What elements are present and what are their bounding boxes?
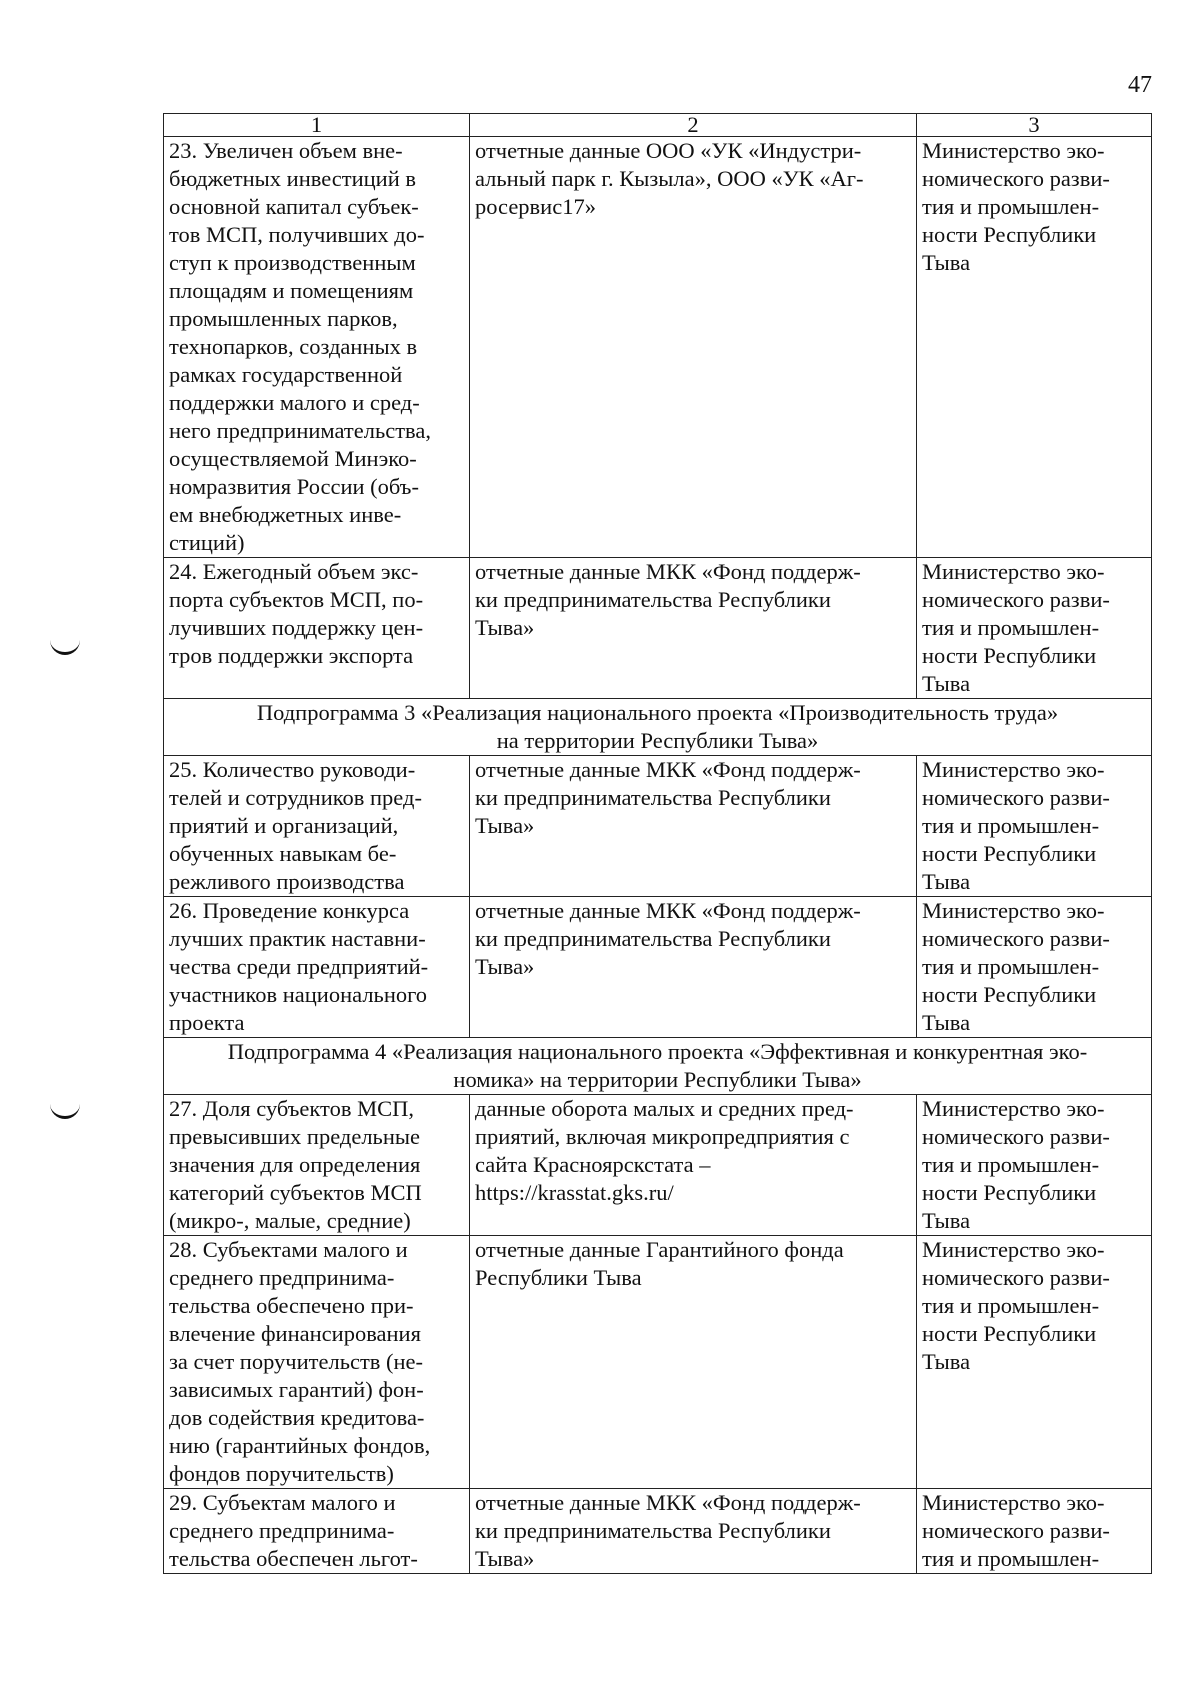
cell-text-line: Тыва: [922, 1010, 971, 1035]
cell-text-line: тия и промышлен-: [922, 1546, 1100, 1571]
cell-text-line: номического разви-: [922, 926, 1110, 951]
cell-text-line: нию (гарантийных фондов,: [169, 1433, 431, 1458]
cell-text-line: номического разви-: [922, 785, 1110, 810]
cell-text-line: (микро-, малые, средние): [169, 1208, 411, 1233]
cell-text-line: данные оборота малых и средних пред-: [475, 1096, 854, 1121]
data-source-cell: [470, 1489, 917, 1574]
cell-text-line: Министерство эко-: [922, 559, 1105, 584]
cell-text-line: ем внебюджетных инве-: [169, 502, 402, 527]
cell-text-line: проекта: [169, 1010, 245, 1035]
cell-text-line: 25. Количество руководи-: [169, 757, 416, 782]
subprogram-heading-line: на территории Республики Тыва»: [496, 728, 819, 753]
cell-text-line: отчетные данные МКК «Фонд поддерж-: [475, 559, 861, 584]
table-row: [164, 558, 1152, 699]
cell-text-line: Министерство эко-: [922, 757, 1105, 782]
data-source-cell: [470, 1236, 917, 1489]
cell-text-line: приятий, включая микропредприятия с: [475, 1124, 850, 1149]
cell-text-line: тов МСП, получивших до-: [169, 222, 425, 247]
cell-text-line: отчетные данные МКК «Фонд поддерж-: [475, 898, 861, 923]
cell-text-line: ки предпринимательства Республики: [475, 587, 831, 612]
indicator-cell: [164, 1095, 470, 1236]
subprogram-heading-line: номика» на территории Республики Тыва»: [453, 1067, 862, 1092]
cell-text-line: отчетные данные МКК «Фонд поддерж-: [475, 1490, 861, 1515]
responsible-cell: [917, 756, 1152, 897]
subprogram-heading-line: Подпрограмма 3 «Реализация национального проекта «Производительность труда»: [256, 700, 1059, 725]
cell-text-line: поддержки малого и сред-: [169, 390, 420, 415]
cell-text-line: дов содействия кредитова-: [169, 1405, 425, 1430]
cell-text-line: Республики Тыва: [475, 1265, 642, 1290]
cell-text-line: значения для определения: [169, 1152, 421, 1177]
cell-text-line: 24. Ежегодный объем экс-: [169, 559, 419, 584]
cell-text-line: стиций): [169, 530, 245, 555]
cell-text-line: номического разви-: [922, 1265, 1110, 1290]
cell-text-line: бюджетных инвестиций в: [169, 166, 417, 191]
cell-text-line: сайта Красноярскстата –: [475, 1152, 711, 1177]
cell-text-line: отчетные данные ООО «УК «Индустри-: [475, 138, 862, 163]
cell-text-line: 28. Субъектами малого и: [169, 1237, 408, 1262]
data-source-cell: [470, 558, 917, 699]
cell-text-line: среднего предпринима-: [169, 1518, 395, 1543]
table-row: [164, 1236, 1152, 1489]
cell-text-line: номического разви-: [922, 166, 1110, 191]
cell-text-line: ности Республики: [922, 841, 1097, 866]
cell-text-line: Министерство эко-: [922, 1096, 1105, 1121]
cell-text-line: тия и промышлен-: [922, 615, 1100, 640]
subprogram-heading-line: Подпрограмма 4 «Реализация национального проекта «Эффективная и конкурентная эко-: [227, 1039, 1088, 1064]
binding-mark: [50, 640, 80, 655]
cell-text-line: Министерство эко-: [922, 1237, 1105, 1262]
cell-text-line: ности Республики: [922, 1180, 1097, 1205]
cell-text-line: промышленных парков,: [169, 306, 398, 331]
cell-text-line: отчетные данные МКК «Фонд поддерж-: [475, 757, 861, 782]
cell-text-line: ности Республики: [922, 643, 1097, 668]
cell-text-line: ности Республики: [922, 1321, 1097, 1346]
cell-text-line: тельства обеспечено при-: [169, 1293, 414, 1318]
column-header-row: [164, 114, 1152, 137]
cell-text-line: категорий субъектов МСП: [169, 1180, 422, 1205]
cell-text-line: Министерство эко-: [922, 138, 1105, 163]
subprogram-heading: [164, 1038, 1152, 1095]
column-header: 2: [470, 114, 917, 137]
cell-text-line: 27. Доля субъектов МСП,: [169, 1096, 414, 1121]
table-row: [164, 897, 1152, 1038]
cell-text-line: ки предпринимательства Республики: [475, 1518, 831, 1543]
indicator-cell: [164, 897, 470, 1038]
cell-text-line: режливого производства: [169, 869, 405, 894]
cell-text-line: Министерство эко-: [922, 898, 1105, 923]
cell-text-line: технопарков, созданных в: [169, 334, 418, 359]
responsible-cell: [917, 897, 1152, 1038]
indicator-cell: [164, 756, 470, 897]
subprogram-heading-row: [164, 699, 1152, 756]
table-row: [164, 1095, 1152, 1236]
cell-text-line: ки предпринимательства Республики: [475, 785, 831, 810]
cell-text-line: росервис17»: [475, 194, 596, 219]
responsible-cell: [917, 1489, 1152, 1574]
indicator-cell: [164, 1489, 470, 1574]
cell-text-line: https://krasstat.gks.ru/: [475, 1180, 674, 1205]
cell-text-line: рамках государственной: [169, 362, 403, 387]
subprogram-heading: [164, 699, 1152, 756]
cell-text-line: фондов поручительств): [169, 1461, 394, 1486]
subprogram-heading-row: [164, 1038, 1152, 1095]
cell-text-line: ности Республики: [922, 982, 1097, 1007]
cell-text-line: превысивших предельные: [169, 1124, 420, 1149]
cell-text-line: Тыва: [922, 869, 971, 894]
column-header: 3: [917, 114, 1152, 137]
cell-text-line: телей и сотрудников пред-: [169, 785, 422, 810]
cell-text-line: Тыва»: [475, 615, 535, 640]
cell-text-line: Тыва: [922, 671, 971, 696]
cell-text-line: участников национального: [169, 982, 428, 1007]
cell-text-line: номического разви-: [922, 1124, 1110, 1149]
cell-text-line: тия и промышлен-: [922, 1152, 1100, 1177]
cell-text-line: 29. Субъектам малого и: [169, 1490, 396, 1515]
cell-text-line: площадям и помещениям: [169, 278, 414, 303]
binding-mark: [50, 1104, 80, 1119]
cell-text-line: ности Республики: [922, 222, 1097, 247]
responsible-cell: [917, 1236, 1152, 1489]
table-row: [164, 137, 1152, 558]
responsible-cell: [917, 558, 1152, 699]
cell-text-line: 23. Увеличен объем вне-: [169, 138, 403, 163]
cell-text-line: чества среди предприятий-: [169, 954, 429, 979]
data-source-cell: [470, 756, 917, 897]
responsible-cell: [917, 137, 1152, 558]
table-row: [164, 1489, 1152, 1574]
cell-text-line: тров поддержки экспорта: [169, 643, 414, 668]
indicators-table: [163, 113, 1152, 1574]
cell-text-line: Министерство эко-: [922, 1490, 1105, 1515]
data-source-cell: [470, 137, 917, 558]
data-source-cell: [470, 897, 917, 1038]
cell-text-line: тия и промышлен-: [922, 954, 1100, 979]
cell-text-line: номразвития России (объ-: [169, 474, 419, 499]
cell-text-line: Тыва»: [475, 954, 535, 979]
cell-text-line: зависимых гарантий) фон-: [169, 1377, 424, 1402]
cell-text-line: 26. Проведение конкурса: [169, 898, 410, 923]
cell-text-line: осуществляемой Минэко-: [169, 446, 417, 471]
cell-text-line: влечение финансирования: [169, 1321, 421, 1346]
cell-text-line: альный парк г. Кызыла», ООО «УК «Аг-: [475, 166, 864, 191]
cell-text-line: номического разви-: [922, 587, 1110, 612]
cell-text-line: тия и промышлен-: [922, 194, 1100, 219]
cell-text-line: Тыва: [922, 250, 971, 275]
cell-text-line: обученных навыкам бе-: [169, 841, 397, 866]
data-source-cell: [470, 1095, 917, 1236]
cell-text-line: ки предпринимательства Республики: [475, 926, 831, 951]
cell-text-line: тия и промышлен-: [922, 813, 1100, 838]
cell-text-line: Тыва: [922, 1349, 971, 1374]
column-header: 1: [164, 114, 470, 137]
cell-text-line: Тыва: [922, 1208, 971, 1233]
cell-text-line: отчетные данные Гарантийного фонда: [475, 1237, 844, 1262]
cell-text-line: основной капитал субъек-: [169, 194, 419, 219]
cell-text-line: номического разви-: [922, 1518, 1110, 1543]
cell-text-line: среднего предпринима-: [169, 1265, 395, 1290]
indicator-cell: [164, 1236, 470, 1489]
cell-text-line: за счет поручительств (не-: [169, 1349, 424, 1374]
cell-text-line: лучивших поддержку цен-: [169, 615, 424, 640]
cell-text-line: порта субъектов МСП, по-: [169, 587, 424, 612]
cell-text-line: него предпринимательства,: [169, 418, 431, 443]
cell-text-line: приятий и организаций,: [169, 813, 399, 838]
cell-text-line: тельства обеспечен льгот-: [169, 1546, 418, 1571]
page-number: 47: [1128, 72, 1152, 98]
cell-text-line: Тыва»: [475, 1546, 535, 1571]
indicator-cell: [164, 558, 470, 699]
indicator-cell: [164, 137, 470, 558]
cell-text-line: тия и промышлен-: [922, 1293, 1100, 1318]
table-row: [164, 756, 1152, 897]
cell-text-line: Тыва»: [475, 813, 535, 838]
cell-text-line: ступ к производственным: [169, 250, 416, 275]
cell-text-line: лучших практик наставни-: [169, 926, 426, 951]
responsible-cell: [917, 1095, 1152, 1236]
